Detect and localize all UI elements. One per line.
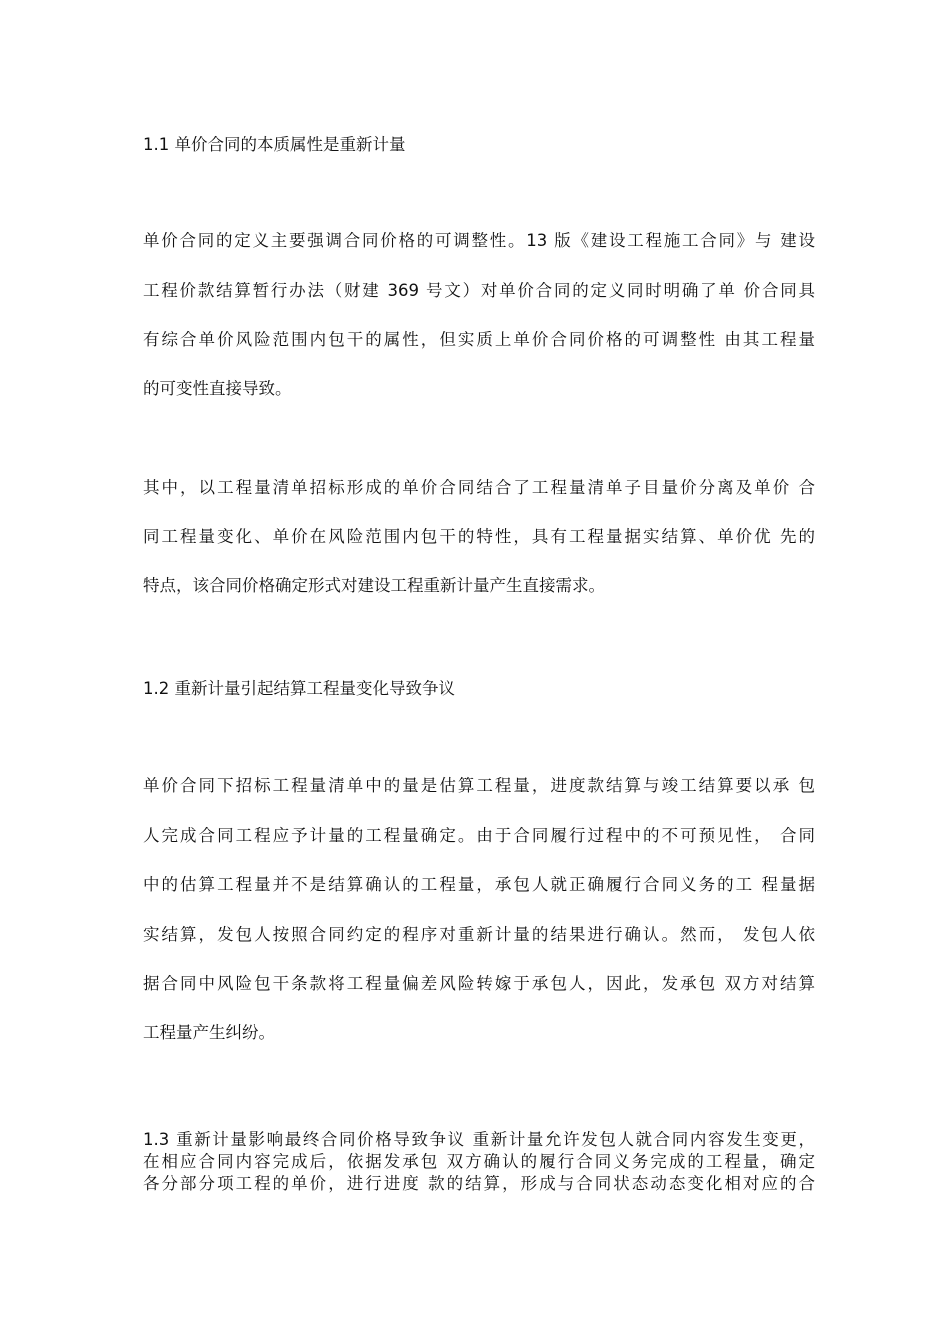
paragraph-line: 有综合单价风险范围内包干的属性，但实质上单价合同价格的可调整性 由其工程量 [143, 330, 815, 349]
paragraph-line: 同工程量变化、单价在风险范围内包干的特性，具有工程量据实结算、单价优 先的 [143, 527, 815, 546]
paragraph-line: 据合同中风险包干条款将工程量偏差风险转嫁于承包人，因此，发承包 双方对结算 [143, 974, 815, 993]
paragraph-line: 中的估算工程量并不是结算确认的工程量，承包人就正确履行合同义务的工 程量据 [143, 875, 815, 894]
section-heading-1-2: 1.2 重新计量引起结算工程量变化导致争议 [143, 679, 455, 698]
paragraph-line: 单价合同下招标工程量清单中的量是估算工程量，进度款结算与竣工结算要以承 包 [143, 776, 815, 795]
paragraph-line: 的可变性直接导致。 [143, 379, 292, 398]
paragraph-line: 其中，以工程量清单招标形成的单价合同结合了工程量清单子目量价分离及单价 合 [143, 478, 815, 497]
paragraph-line: 单价合同的定义主要强调合同价格的可调整性。13 版《建设工程施工合同》与 建设 [143, 231, 815, 250]
section-heading-1-3-line: 1.3 重新计量影响最终合同价格导致争议 重新计量允许发包人就合同内容发生变更， [143, 1130, 815, 1149]
paragraph-line: 各分部分项工程的单价，进行进度 款的结算，形成与合同状态动态变化相对应的合 [143, 1174, 815, 1193]
section-heading-1-1: 1.1 单价合同的本质属性是重新计量 [143, 135, 406, 154]
paragraph-line: 实结算，发包人按照合同约定的程序对重新计量的结果进行确认。然而， 发包人依 [143, 925, 815, 944]
paragraph-line: 在相应合同内容完成后，依据发承包 双方确认的履行合同义务完成的工程量，确定 [143, 1152, 815, 1171]
paragraph-line: 工程价款结算暂行办法（财建 369 号文）对单价合同的定义同时明确了单 价合同具 [143, 281, 815, 300]
paragraph-line: 特点，该合同价格确定形式对建设工程重新计量产生直接需求。 [143, 576, 605, 595]
paragraph-line: 工程量产生纠纷。 [143, 1023, 275, 1042]
paragraph-line: 人完成合同工程应予计量的工程量确定。由于合同履行过程中的不可预见性， 合同 [143, 826, 815, 845]
